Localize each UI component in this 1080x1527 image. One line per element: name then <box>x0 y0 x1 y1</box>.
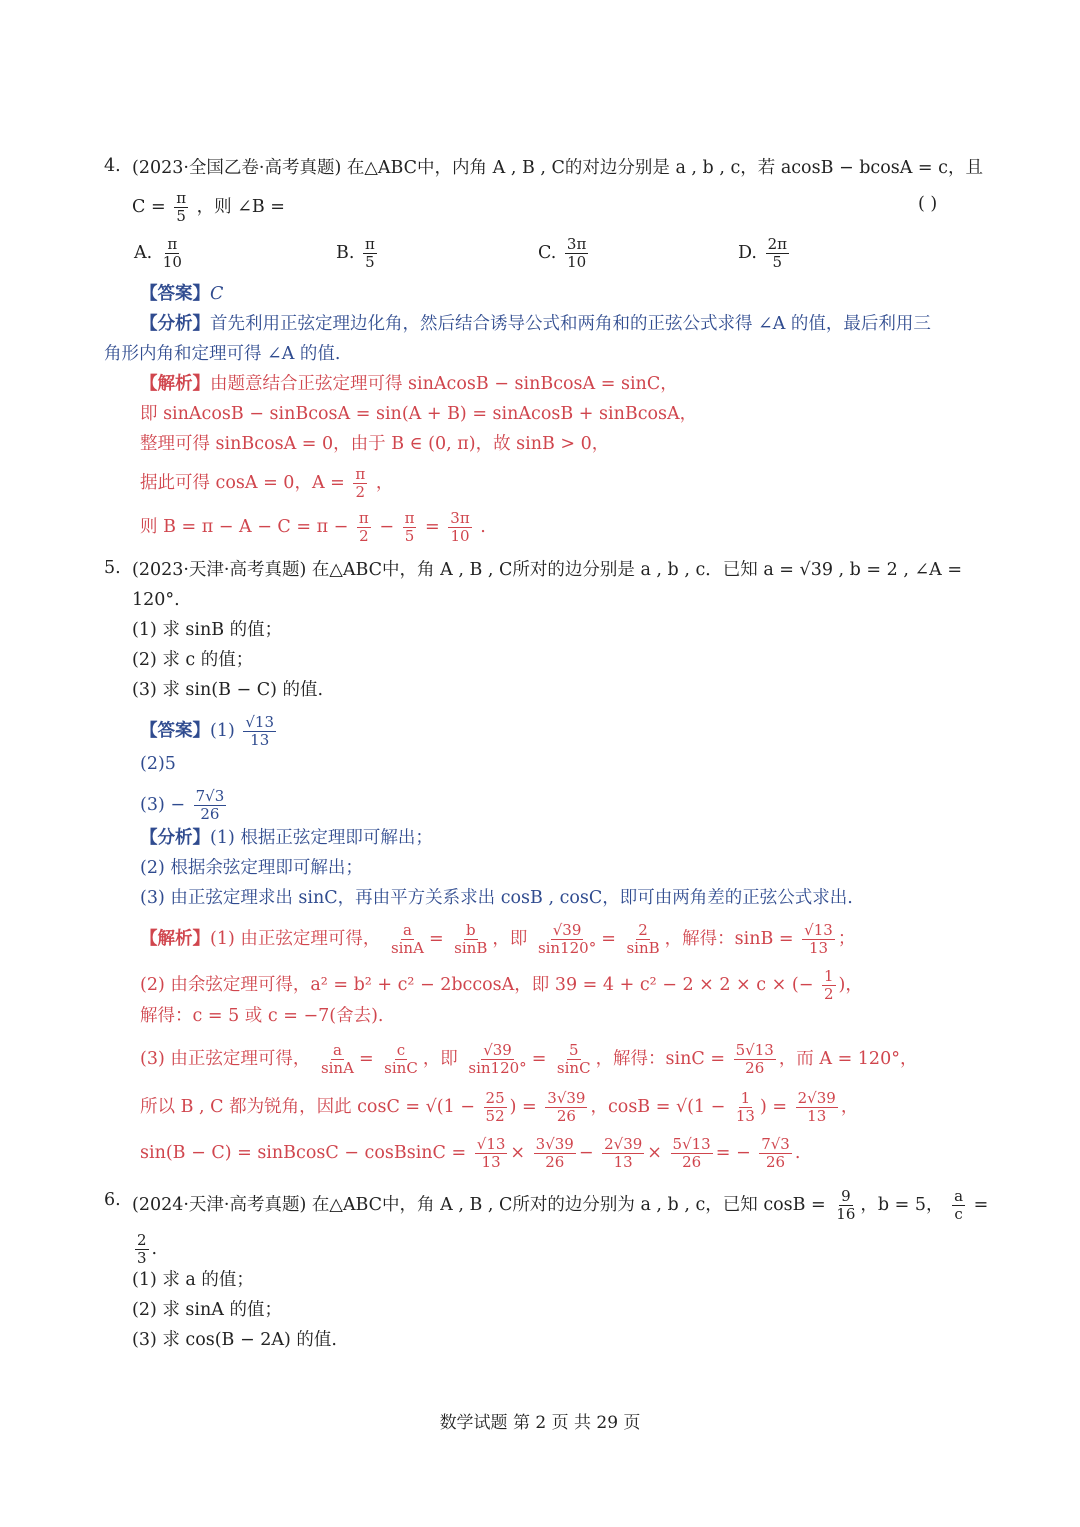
q4-analysis-line2: 角形内角和定理可得 ∠A 的值. <box>104 344 341 364</box>
q6-sub2: (2) 求 sinA 的值； <box>132 1300 282 1320</box>
q4-option-c: C. $\frac{3\pi}{10}$ <box>538 235 587 271</box>
q5-analysis-2: (2) 根据余弦定理即可解出； <box>140 858 363 878</box>
q5-solution-4: (3) 由正弦定理可得， $\frac{a}{\sin A}$ = $\frac{c}{\sin C}$ ，即 $\frac{√39}{\sin 120^\circ}$ = $\frac{5}{\sin C}$ ，解得：sinC = $\frac{5√13}{26}$ ，而 A = 120°， <box>140 1041 918 1077</box>
page-footer: 数学试题 第 2 页 共 29 页 <box>439 1413 641 1433</box>
q6-stem-line2: $\frac{2}{3}$ . <box>137 1231 158 1267</box>
q5-number: 5. <box>104 558 121 578</box>
q4-option-a: A. $\frac{\pi}{10}$ <box>134 235 182 271</box>
q4-stem-c: C = <box>132 197 166 217</box>
q6-sub3: (3) 求 cos(B − 2A) 的值. <box>132 1330 337 1350</box>
q4-answer: 【答案】C <box>140 284 224 304</box>
q5-solution-5: 所以 B , C 都为锐角，因此 cosC = √(1 − $\frac{25}{52}$ ) = $\frac{3√39}{26}$ ，cosB = √(1 − $\frac{1}{13}$ ) = $\frac{2√39}{13}$ ， <box>140 1089 859 1125</box>
q4-analysis-line1: 【分析】首先利用正弦定理边化角，然后结合诱导公式和两角和的正弦公式求得 ∠A 的值，最后利用三 <box>140 314 931 334</box>
q5-solution-1: 【解析】(1) 由正弦定理可得， $\frac{a}{\sin A}$ = $\frac{b}{\sin B}$ ，即 $\frac{√39}{\sin 120^\circ}$ = $\frac{2}{\sin B}$ ，解得：sinB = $\frac{√13}{13}$ ； <box>140 921 856 957</box>
q5-analysis-3: (3) 由正弦定理求出 sinC，再由平方关系求出 cosB , cosC，即可由两角差的正弦公式求出. <box>140 888 853 908</box>
q5-sub2: (2) 求 c 的值； <box>132 650 254 670</box>
q4-solution-line3: 整理可得 sinBcosA = 0，由于 B ∈ (0, π)，故 sinB > 0， <box>140 434 610 454</box>
q4-number: 4. <box>104 156 121 176</box>
q5-solution-6: sin(B − C) = sinBcosC − cosBsinC = $\frac{√13}{13}$ × $\frac{3√39}{26}$ − $\frac{2√39}{13}$ × $\frac{5√13}{26}$ = − $\frac{7√3}{26}$ . <box>140 1135 801 1171</box>
q4-solution-line1: 【解析】由题意结合正弦定理可得 sinAcosB − sinBcosA = sinC， <box>140 374 678 394</box>
q6-number: 6. <box>104 1190 121 1210</box>
q6-sub1: (1) 求 a 的值； <box>132 1270 254 1290</box>
q4-option-b: B. $\frac{\pi}{5}$ <box>336 235 375 271</box>
q5-solution-3: 解得：c = 5 或 c = −7(舍去). <box>140 1006 384 1026</box>
q4-stem-line1: (2023·全国乙卷·高考真题) 在△ABC中，内角 A , B , C的对边分别是 a , b , c，若 acosB − bcosA = c，且 <box>132 158 983 178</box>
q5-stem-line1: (2023·天津·高考真题) 在△ABC中，角 A , B , C所对的边分别是 a , b , c．已知 a = √39 , b = 2 , ∠A = <box>132 560 962 580</box>
q4-solution-line4: 据此可得 cosA = 0，A = $\frac{\pi}{2}$ ， <box>140 465 394 501</box>
q4-answer-paren: ( ) <box>918 194 938 214</box>
q5-answer-2: (2)5 <box>140 754 176 774</box>
q5-answer-3: (3) − $\frac{7√3}{26}$ <box>140 787 225 823</box>
q5-sub1: (1) 求 sinB 的值； <box>132 620 283 640</box>
q4-stem-angle: ，则 ∠B = <box>196 197 285 217</box>
q4-option-d: D. $\frac{2\pi}{5}$ <box>738 235 787 271</box>
q5-sub3: (3) 求 sin(B − C) 的值. <box>132 680 324 700</box>
q4-solution-line2: 即 sinAcosB − sinBcosA = sin(A + B) = sinAcosB + sinBcosA， <box>140 404 698 424</box>
q5-analysis-1: 【分析】(1) 根据正弦定理即可解出； <box>140 828 433 848</box>
q4-frac-c: $\frac{\pi}{5}$ <box>176 189 187 225</box>
q4-solution-line5: 则 B = π − A − C = π − $\frac{\pi}{2}$ − $\frac{\pi}{5}$ = $\frac{3\pi}{10}$ . <box>140 509 486 545</box>
q6-stem-line1: (2024·天津·高考真题) 在△ABC中，角 A , B , C所对的边分别为 a , b , c，已知 cosB = $\frac{9}{16}$ ，b = 5， $\frac{a}{c}$ = <box>132 1187 989 1223</box>
q5-answer-1: 【答案】(1) $\frac{√13}{13}$ <box>140 713 275 749</box>
q4-stem-line2 <box>132 190 285 225</box>
q5-stem-line2: 120°. <box>132 590 180 610</box>
q5-solution-2: (2) 由余弦定理可得，a² = b² + c² − 2bccosA，即 39 = 4 + c² − 2 × 2 × c × (− $\frac{1}{2}$ )， <box>140 967 863 1003</box>
